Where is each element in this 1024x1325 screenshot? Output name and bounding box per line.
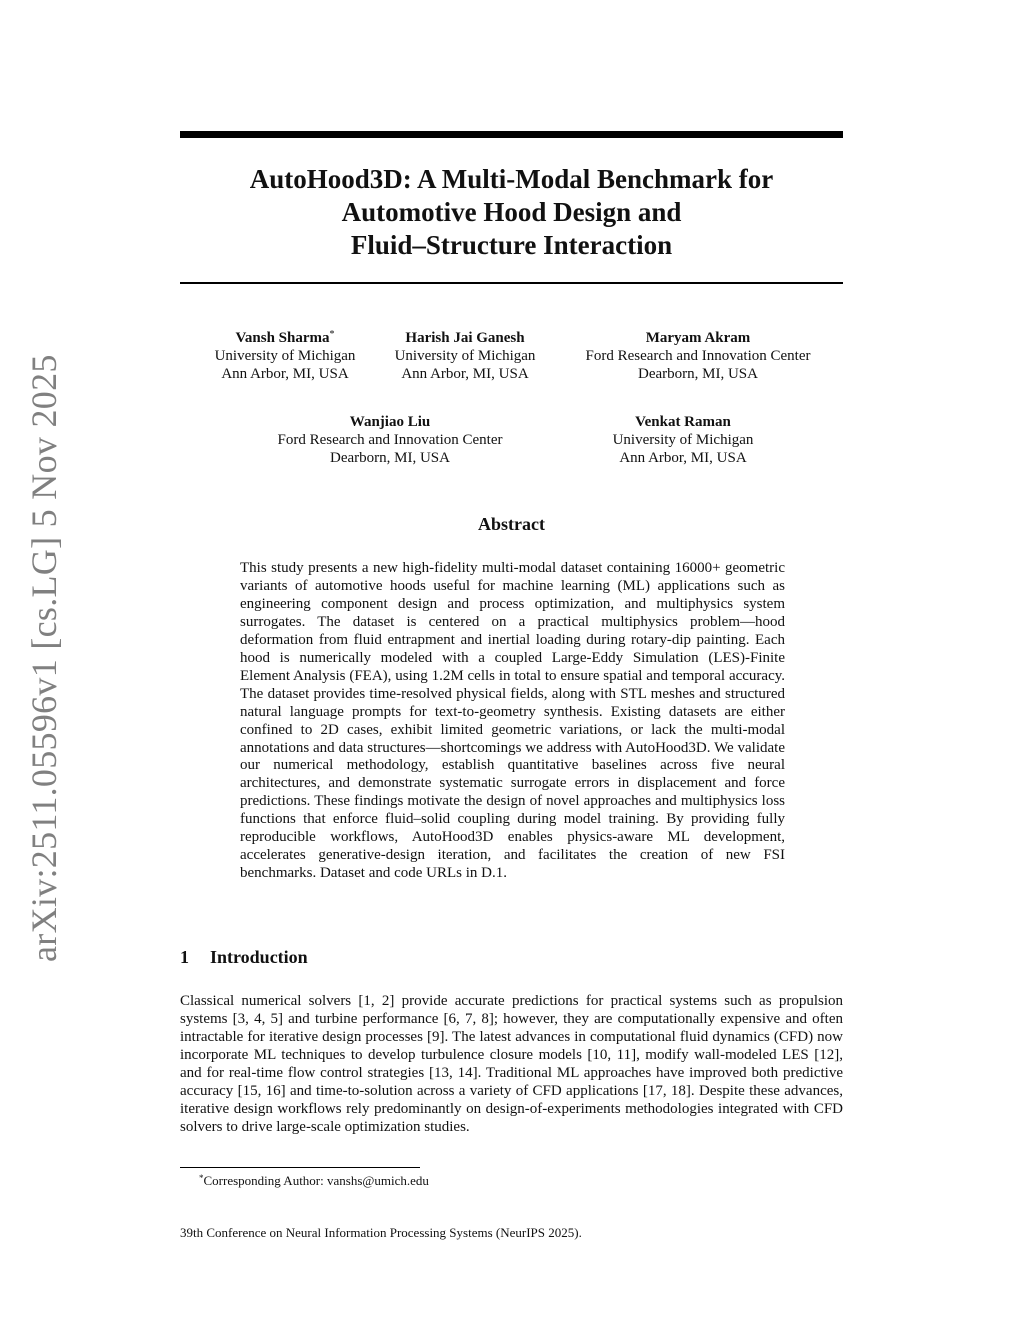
venue-footer: 39th Conference on Neural Information Processing Systems (NeurIPS 2025).: [180, 1225, 582, 1240]
author-block: [240, 413, 540, 467]
footnote-text: Corresponding Author: vanshs@umich.edu: [203, 1173, 429, 1188]
author-location: Dearborn, MI, USA: [330, 450, 450, 466]
author-name: Venkat Raman: [635, 414, 731, 430]
section-title: Introduction: [210, 947, 308, 967]
introduction-paragraph: Classical numerical solvers [1, 2] provide accurate predictions for practical systems such as propulsion systems [3, 4, 5] and turbine performance [6, 7, 8]; however, they are computationally expensive and often intractable for iterative design processes [9]. The latest advances in computational fluid dynamics (CFD) now incorporate ML techniques to develop turbulence closure models [10, 11], modify wall-modeled LES [12], and for real-time flow control strategies [13, 14]. Traditional ML approaches have improved both predictive accuracy [15, 16] and time-to-solution across a variety of CFD applications [17, 18]. Despite these advances, iterative design workflows rely predominantly on design-of-experiments methodologies integrated with CFD solvers to drive large-scale optimization studies.: [180, 993, 843, 1135]
title-line: Fluid–Structure Interaction: [350, 230, 673, 260]
corresponding-author-mark: *: [329, 329, 335, 340]
author-location: Dearborn, MI, USA: [638, 366, 758, 382]
arxiv-identifier-stamp: arXiv:2511.05596v1 [cs.LG] 5 Nov 2025: [24, 354, 64, 962]
author-block: [190, 329, 380, 383]
author-affiliation: Ford Research and Innovation Center: [277, 432, 503, 448]
author-name: Harish Jai Ganesh: [405, 330, 525, 346]
author-affiliation: University of Michigan: [394, 348, 536, 364]
section-number: 1: [180, 947, 189, 967]
author-affiliation: University of Michigan: [214, 348, 356, 364]
footnote: [199, 1173, 429, 1189]
author-name: Vansh Sharma*: [235, 329, 335, 346]
footnote-rule: [180, 1167, 420, 1168]
author-block: [548, 329, 848, 383]
author-name: Wanjiao Liu: [349, 414, 431, 430]
footnote-mark: *: [199, 1173, 204, 1183]
author-name: Maryam Akram: [645, 330, 751, 346]
title-bottom-rule: [180, 282, 843, 284]
author-location: Ann Arbor, MI, USA: [619, 450, 747, 466]
title-line: Automotive Hood Design and: [341, 197, 682, 227]
author-affiliation: Ford Research and Innovation Center: [585, 348, 811, 364]
title-top-rule: [180, 131, 843, 138]
paper-title: [180, 163, 843, 262]
section-heading-introduction: [180, 947, 308, 968]
author-affiliation: University of Michigan: [612, 432, 754, 448]
author-location: Ann Arbor, MI, USA: [221, 366, 349, 382]
abstract-text: This study presents a new high-fidelity multi-modal dataset containing 16000+ geometric variants of automotive hoods useful for machine learning (ML) applications such as engineering component design and process optimization, and multiphysics system surrogates. The dataset is centered on a practical multiphysics problem—hood deformation from fluid entrapment and inertial loading during rotary-dip painting. Each hood is numerically modeled with a coupled Large-Eddy Simulation (LES)-Finite Element Analysis (FEA), using 1.2M cells in total to ensure spatial and temporal accuracy. The dataset provides time-resolved physical fields, along with STL meshes and structured natural language prompts for text-to-geometry synthesis. Existing datasets are either confined to 2D cases, exhibit limited geometric variations, or lack the multi-modal annotations and data structures—shortcomings we address with AutoHood3D. We validate our numerical methodology, establish quantitative baselines across five neural architectures, and demonstrate systematic surrogate errors in displacement and force predictions. These findings motivate the design of novel approaches and multiphysics loss functions that enforce fluid–solid coupling during model training. By providing fully reproducible workflows, AutoHood3D enables physics-aware ML development, accelerates generative-design iteration, and facilitates the creation of new FSI benchmarks. Dataset and code URLs in D.1.: [240, 560, 785, 882]
title-line: AutoHood3D: A Multi-Modal Benchmark for: [249, 164, 774, 194]
author-block: [583, 413, 783, 467]
author-location: Ann Arbor, MI, USA: [401, 366, 529, 382]
author-block: [370, 329, 560, 383]
abstract-heading: Abstract: [478, 514, 545, 534]
